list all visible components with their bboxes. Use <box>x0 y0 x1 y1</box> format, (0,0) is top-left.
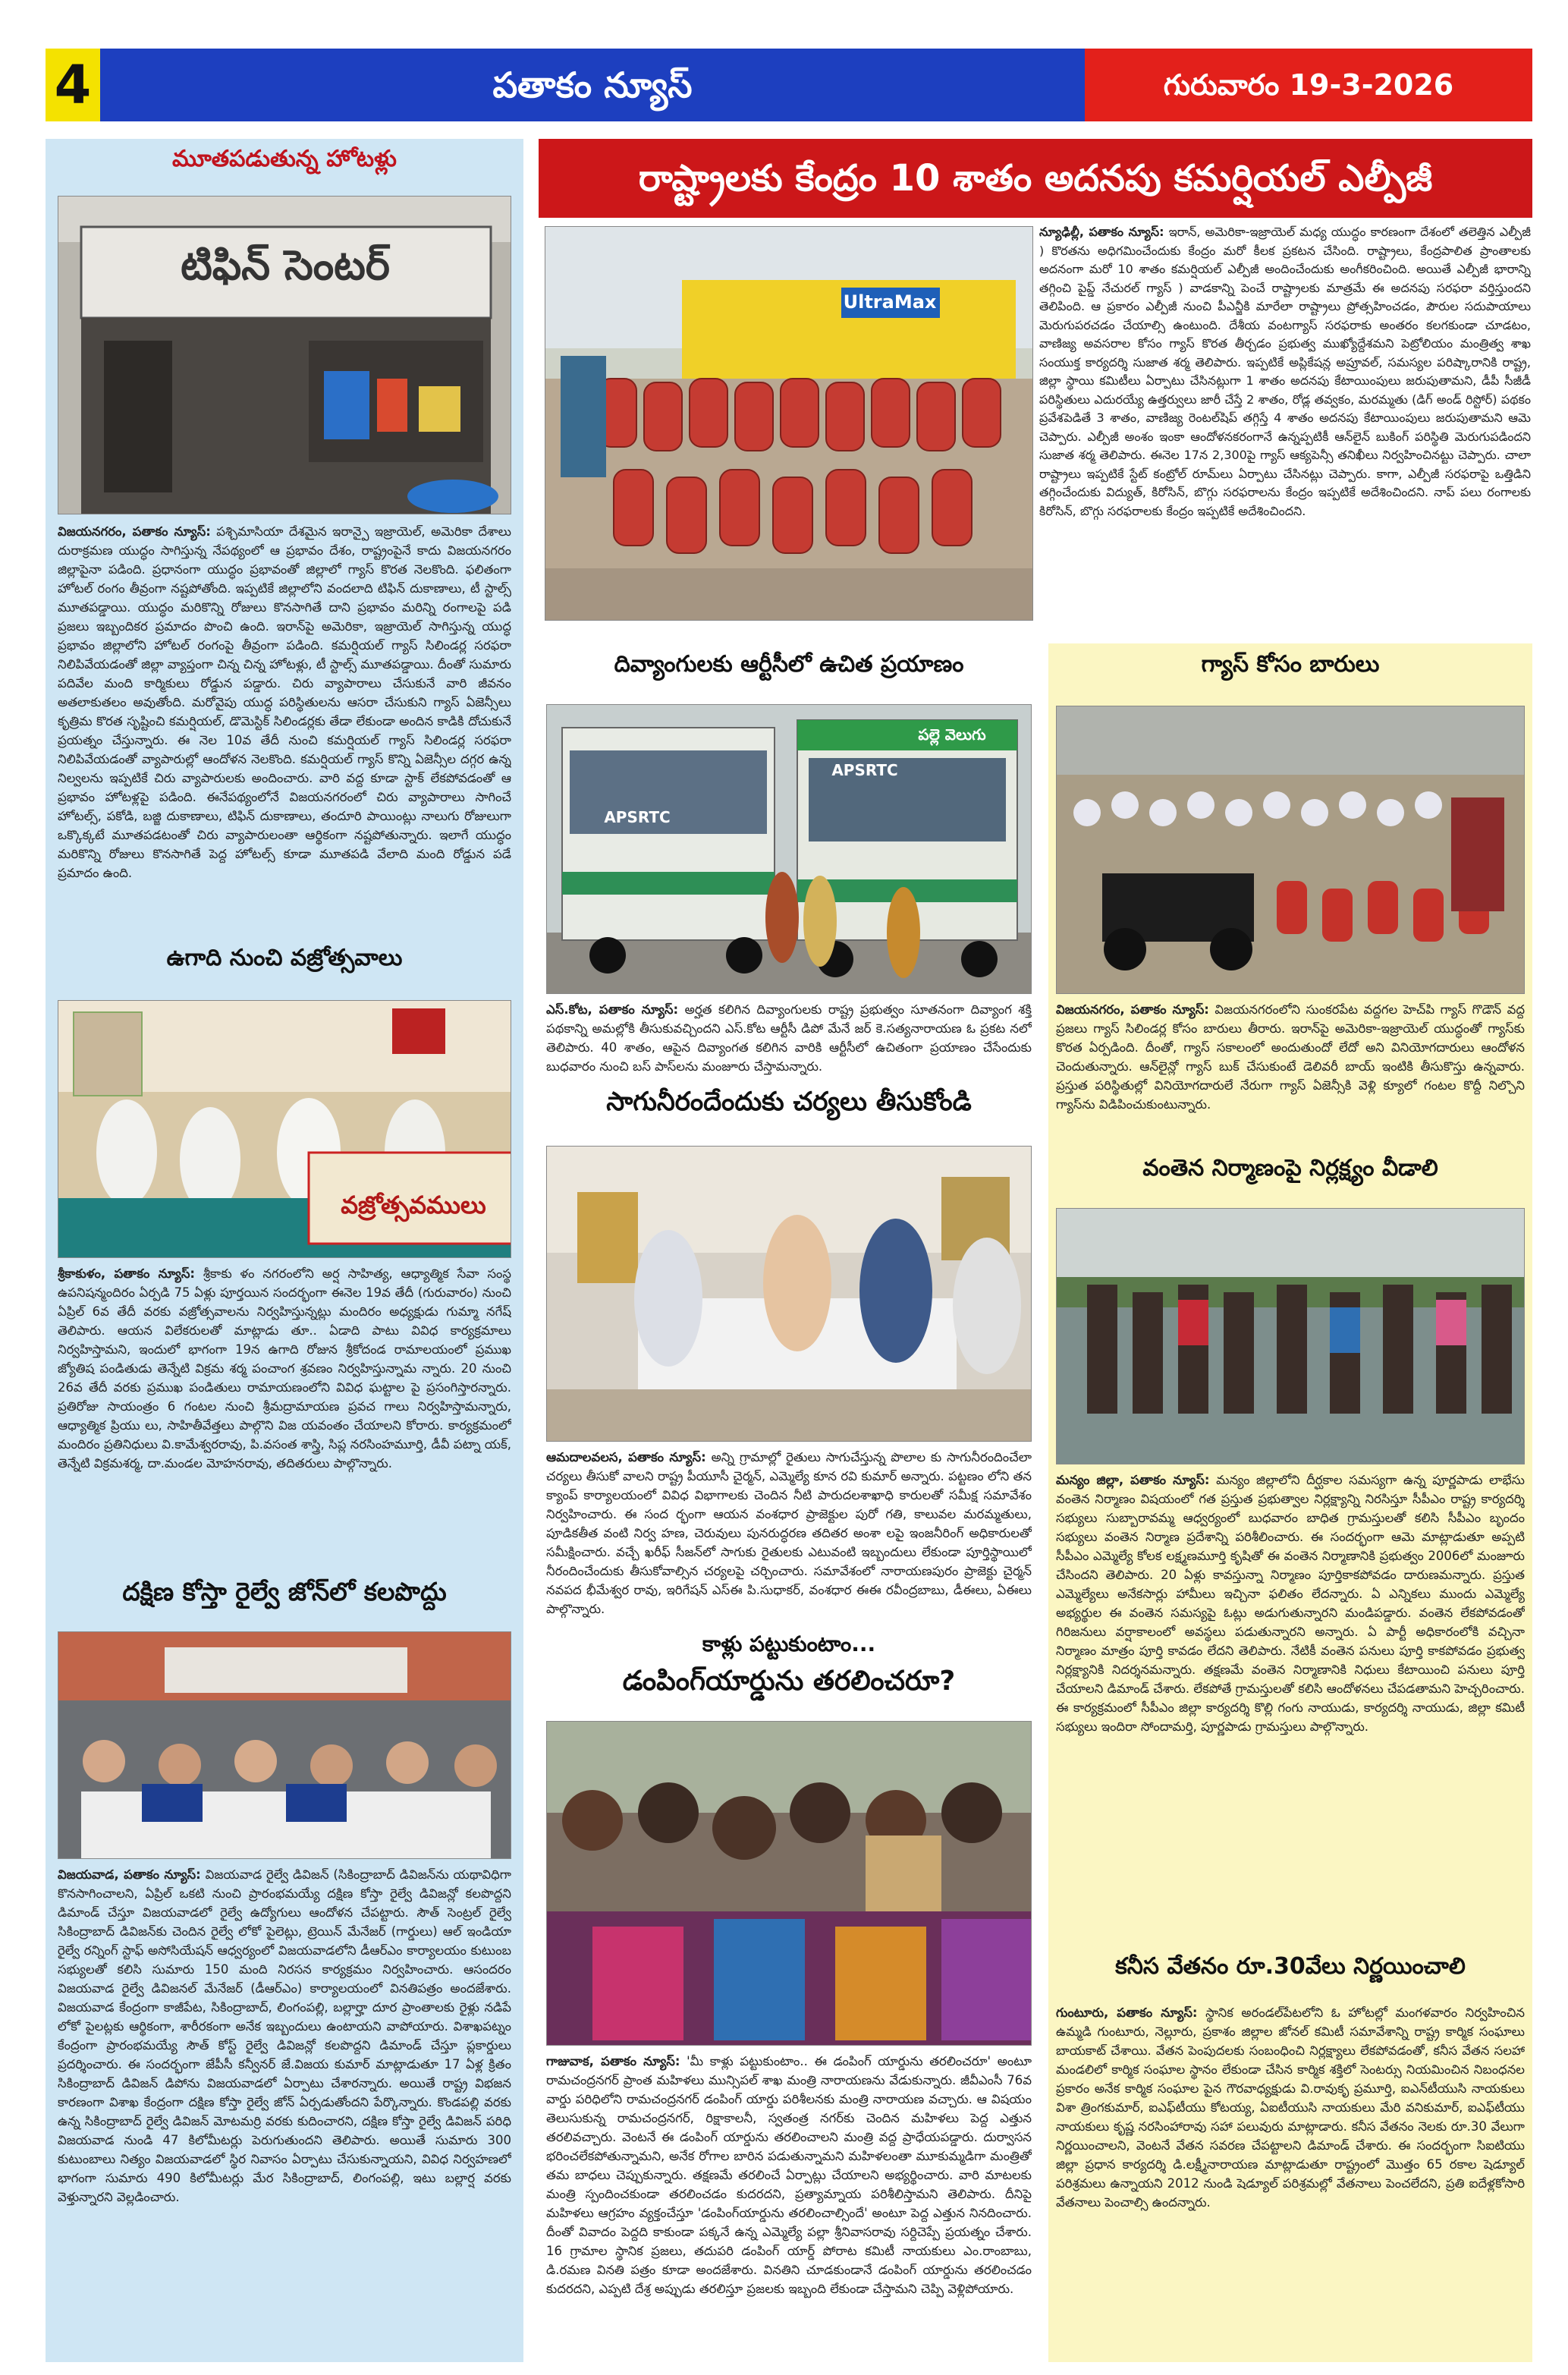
gas-queue-text: విజయనగరంలోని సుంకరపేట వద్దగల హెచ్‌పి గ్యాస్ గొడౌన్ వద్ద ప్రజలు గ్యాస్ సిలిండర్ల కోసం బారులు తీరారు. ఇరాన్‌పై అమెరికా-ఇజ్రాయెల్ యుద్ధంతో గ్యాస్‌కు కొరత ఏర్పడింది. దీంతో, గ్యాస్ సకాలంలో అందుతుందో లేదో అని వినియోగదారులు ఆందోళన చెందుతున్నారు. ఆన్‌లైన్లో గ్యాస్ బుక్ చేసుకుంటే డెలివరీ బాయ్ ఇంటికి తీసుకొస్తు ఉన్నవారు. ప్రస్తుత పరిస్థితుల్లో వినియోగదారులే నేరుగా గ్యాస్ ఏజెన్సీకి వెళ్లి క్యూలో గంటల కొద్దీ నిల్చొని గ్యాస్‌ను విడిపించుకుంటున్నారు. <box>1056 1002 1525 1112</box>
hotels-dateline: విజయనగరం, పతాకం న్యూస్: <box>58 524 211 539</box>
wages-text: స్థానిక అరండల్‌పేటలోని ఓ హోటల్లో మంగళవారం నిర్వహించిన ఉమ్మడి గుంటూరు, నెల్లూరు, ప్రకాశం జిల్లాల జోనల్ కమిటీ సమావేశాన్ని రాష్ట్ర కార్మిక సంఘాలు బాయకాట్ చేశాయి. వేతన పెంపుదలకు సంబంధించి నిర్లక్ష్యాలు లేకపోవడంతో, కనీస వేతన సలహా మండలిలో కార్మిక సంఘాల స్థానం లేకుండా చేసిన కార్మిక శక్తిలో సెంటర్సు నియమించిన నిబంధనల ప్రకారం అనేక కార్మిక సంఘాల పైన గౌరవాధ్యక్షుడు వి.రావుకృ ప్రమూర్తి, ఐఎన్‌టీయుసి నాయకులు విశా త్రింగకుమార్, ఐఎఫ్‌టీయు కోటయ్య, ఏఐటీయుసి నాయకులు మేరి వనికుమార్, ఐఎఫ్‌టీయు నాయకులు కృష్ణ నరసింహారావు సహా పలువురు మాట్లాడారు. కనీస వేతనం నెలకు రూ.30 వేలుగా నిర్ణయించాలని, వెంటనే వేతన సవరణ చేపట్టాలని డిమాండ్ చేశారు. ఈ సందర్భంగా సిఐటియు జిల్లా ప్రధాన కార్యదర్శి డి.లక్ష్మీనారాయణ మాట్లాడుతూ రాష్ట్రంలో మొత్తం 65 రకాల షెడ్యూల్ పరిశ్రమలు ఉన్నాయని 2012 నుండి షెడ్యూల్ పరిశ్రమల్లో వేతనాలు పెంచలేదని, ప్రతి ఐదేళ్లకోసారి వేతనాలు పెంచాల్సి ఉందన్నారు. <box>1056 2005 1525 2210</box>
bridge-article <box>1056 1471 1525 1949</box>
ugadi-dateline: శ్రీకాకుళం, పతాకం న్యూస్: <box>58 1266 195 1281</box>
gas-queue-article <box>1056 1000 1525 1159</box>
dumping-article <box>546 2052 1032 2358</box>
ugadi-article <box>58 1264 511 1575</box>
gas-queue-photo <box>1056 706 1525 994</box>
masthead-title: పతాకం న్యూస్ <box>492 64 693 105</box>
bridge-text: మన్యం జిల్లాలోని దీర్ఘకాల సమస్యగా ఉన్న పూర్ణపాడు లాభేసు వంతెన నిర్మాణం విషయంలో గత ప్రస్తుత ప్రభుత్వాల నిర్లక్ష్యాన్ని నిరసిస్తూ సీపీఎం రాష్ట్ర కార్యదర్శి సభ్యులు సుబ్బారావమ్మ ఆధ్వర్యంలో బుధవారం బాధిత గ్రామస్తులతో కలిసి సీపీఎం బృందం సభ్యులు వంతెన నిర్మాణ ప్రదేశాన్ని పరిశీలించారు. ఈ సందర్భంగా ఆమె మాట్లాడుతూ అప్పటి సీపీఎం ఎమ్మెల్యే కోలక లక్ష్మణమూర్తి కృషితో ఈ వంతెన నిర్మాణానికి ప్రభుత్వం 2006లో మంజూరు చేసిందని తెలిపారు. 20 ఏళ్లు కావస్తున్నా నిర్మాణం పూర్తికాకపోవడం దారుణమన్నారు. ప్రస్తుత ఎమ్మెల్యేలు అనేకసార్లు హామీలు ఇచ్చినా ఫలితం లేదన్నారు. ఏ ఎన్నికలు ముందు ఎమ్మెల్యే అభ్యర్థుల ఈ వంతెన సమస్యపై ఓట్లు అడుగుతున్నారని మండిపడ్డారు. వంతెన లేకపోవడంతో గిరిజనులు వర్షాకాలంలో అవస్థలు పడుతున్నారని అన్నారు. ఏ పార్టీ అధికారంలోకి వచ్చినా నిర్మాణం మాత్రం పూర్తి కావడం లేదని తెలిపారు. నేటికీ వంతెన పనులు పూర్తి కాకపోవడం ప్రభుత్వ నిర్లక్ష్యానికి నిదర్శనమన్నారు. తక్షణమే వంతెన నిర్మాణానికి నిధులు కేటాయించి పనులు పూర్తి చేయాలని డిమాండ్ చేశారు. లేకపోతే గ్రామస్తులతో కలిసి ఆందోళనలు చేపడతామని హెచ్చరించారు. ఈ కార్యక్రమంలో సీపీఎం జిల్లా కార్యదర్శి కొల్లి గంగు నాయుడు, కార్యదర్శి నాయుడు, జిల్లా కమిటీ సభ్యులు ఇందిరా సోందామర్తి, పూర్ణపాడు గ్రామస్తులు పాల్గొన్నారు. <box>1056 1473 1525 1734</box>
dumping-kicker: కాళ్లు పట్టుకుంటాం... <box>702 1631 876 1656</box>
ugadi-headline: ఉగాది నుంచి వజ్రోత్సవాలు <box>166 945 403 971</box>
rtc-text: అర్హత కలిగిన దివ్యాంగులకు రాష్ట్ర ప్రభుత్వం సూతనంగా దివ్యాంగ శక్తి పథకాన్ని అమల్లోకి తీసుకువచ్చిందని ఎస్.కోట ఆర్టీసీ డిపో మేనే జర్ కె.సత్యనారాయణ ఓ ప్రకట నలో తెలిపారు. 40 శాతం, ఆపైన దివ్యాంగత కలిగిన వారికి ఆర్టీసీలో ఉచితంగా ప్రయాణం చేసేందుకు బుధవారం నుంచి బస్ పాస్‌లను మంజూరు చేస్తామన్నారు. <box>546 1002 1032 1074</box>
hotels-article <box>58 522 511 977</box>
masthead-date: గురువారం 19-3-2026 <box>1163 68 1454 102</box>
bridge-headline: వంతెన నిర్మాణంపై నిర్లక్ష్యం వీడాలి <box>1142 1155 1438 1181</box>
main-story-headline: రాష్ట్రాలకు కేంద్రం 10 శాతం అదనపు కమర్షియల్ ఎల్పీజీ <box>539 139 1532 218</box>
hotels-text: పశ్చిమాసియా దేశమైన ఇరాన్పై ఇజ్రాయెల్, అమెరికా దేశాలు దురాక్రమణ యుద్ధం సాగిస్తున్న నేపథ్యంలో ఆ ప్రభావం దేశం, రాష్ట్రంపైనే కాదు విజయనగరం జిల్లాపైనా పడింది. ప్రధానంగా యుద్ధం ప్రభావంతో జిల్లాలో గ్యాస్ కొరత నెలకొంది. ఫలితంగా హోటల్ రంగం తీవ్రంగా నష్టపోతోంది. ఇప్పటికే జిల్లాలోని వందలాది టిఫిన్ దుకాణాలు, టీ స్టాల్స్ మూతపడ్డాయి. యుద్ధం మరికొన్ని రోజులు కొనసాగితే దాని ప్రభావం మరిన్ని రంగాలపై పడి ప్రజలు ఇబ్బందికర ప్రమాదం పొంచి ఉంది. ఇరాన్‌పై అమెరికా, ఇజ్రాయెల్ సాగిస్తున్న యుద్ధ ప్రభావం జిల్లాలోని హోటల్ రంగంపై తీవ్రంగా పడింది. కమర్షియల్ గ్యాస్ సిలిండర్ల సరఫరా నిలిపివేయడంతో జిల్లా వ్యాప్తంగా చిన్న చిన్న హోటళ్లు, టీ స్టాల్స్ మూతపడ్డాయి. దీంతో సుమారు పదివేల మంది కార్మికులు రోడ్డున పడ్డారు. చిరు వ్యాపారాలు చేసుకునే వారి జీవనం అతలాకుతలం అవుతోంది. మరోవైపు యుద్ధ పరిస్థితులను ఆసరా చేసుకుని గ్యాస్ ఏజెన్సీలు కృత్రిమ కొరత సృష్టించి కమర్షియల్, డొమెస్టిక్ సిలిండర్లకు తేడా లేకుండా అందిన కాడికి దోచుకునే ప్రయత్నం చేస్తున్నారు. ఈ నెల 10వ తేదీ నుంచి కమర్షియల్ గ్యాస్ సిలిండర్ల సరఫరా నిలిపివేయడంతో వ్యాపారుల్లో ఆందోళన నెలకొంది. కమర్షియల్ గ్యాస్ కొన్ని ఏజెన్సీల దగ్గర ఉన్న నిల్వలను ఇప్పటికే చిరు వ్యాపారులకు అందించారు. వారి వద్ద కూడా స్టాక్ లేకపోవడంతో ఆ ప్రభావం హోటళ్లపై పడింది. ఈనేపథ్యంలోనే విజయనగరంలో చిరు వ్యాపారాలు సాగించే హోటల్స్, పకోడి, బజ్జి దుకాణాలు, టిఫిన్ దుకాణాలు, తందూరి పాయింట్లు నాలుగు రోజులుగా ఒక్కొక్కటే మూతపడటంతో చిరు వ్యాపారులంతా ఆర్థికంగా నష్టపోతున్నారు. ఇలాగే యుద్ధం మరికొన్ని రోజులు కొనసాగితే పెద్ద హోటల్స్ కూడా మూతపడి వేలాది మంది రోడ్డున పడే ప్రమాదం ఉంది. <box>58 524 511 880</box>
dumping-headline: డంపింగ్‌యార్డును తరలించరూ? <box>622 1666 956 1697</box>
rtc-dateline: ఎస్.కోట, పతాకం న్యూస్: <box>546 1002 679 1017</box>
irrigation-photo <box>546 1146 1032 1442</box>
hotels-headline: మూతపడుతున్న హోటళ్లు <box>172 146 397 172</box>
main-story-text: ఇరాన్, అమెరికా-ఇజ్రాయెల్ మధ్య యుద్ధం కారణంగా దేశంలో తలెత్తిన ఎల్పీజీ ) కొరతను అధిగమించేందుకు కేంద్రం మరో కీలక ప్రకటన చేసింది. రాష్ట్రాలు, కేంద్రపాలిత ప్రాంతాలకు అదనంగా మరో 10 శాతం కమర్షియల్ ఎల్పీజీ అందించేందుకు అంగీకరించింది. అయితే ఎల్పీజీ భారాన్ని తగ్గించి పైప్డ్ నేచురల్ గ్యాస్ ) వాడకాన్ని పెంచే రాష్ట్రాలకు మాత్రమే ఈ అదనపు సరఫరా వర్తిస్తుందని తెలిపింది. ఆ ప్రకారం ఎల్పీజీ నుంచి పీఎన్జీకి మారేలా రాష్ట్రాలు ప్రోత్సహించడం, పౌరుల సదుపాయాలు మెరుగుపరచడం చేయాల్సి ఉంటుంది. దేశీయ వంటగ్యాస్ సరఫరాకు అంతరం కలగకుండా చూడటం, వాణిజ్య అవసరాల కోసం గ్యాస్ కొరత తీర్చడం ప్రభుత్వ ముఖ్యోద్దేశమని పెట్రోలియం మంత్రిత్వ శాఖ సంయుక్త కార్యదర్శి సుజాత శర్మ తెలిపారు. ఇప్పటికే అప్లికేషన్ల అప్రూవల్, సమస్యల పరిష్కారానికి రాష్ట్ర, జిల్లా స్థాయి కమిటీలు ఏర్పాటు చేసినట్లుగా 1 శాతం అదనపు కేటాయింపులు జరుపుతామని, డీపీ సీజీడీ పరిస్థితులు ఎదురయ్యే ఉత్తర్వులు జారీ చేస్తే 2 శాతం, రోడ్ల తవ్వకం, మరమ్మతు (డిగ్ అండ్ రిస్టోర్) పథకం ప్రవేశపెడితే 3 శాతం, వాణిజ్య రెంటల్‌షిప్ తగ్గిస్తే 4 శాతం అదనపు కేటాయింపులు జరుపుతామని ఆమె చెప్పారు. ఎల్పీజీ అంశం ఇంకా ఆందోళనకరంగానే ఉన్నప్పటికీ ఆన్‌లైన్ బుకింగ్ పరిస్థితి మెరుగుపడిందని సుజాత శర్మ తెలిపారు. ఈనెల 17న 2,300పై గ్యాస్ ఆక్యపెన్సీ తనిఖీలు నిర్వహించినట్టు చెప్పారు. చాలా రాష్ట్రాలు ఇప్పటికే స్టేట్ కంట్రోల్ రూమ్‌లు ఏర్పాటు చేసినట్లు చెప్పారు. కాగా, ఎల్పీజీ సరఫరాపై ఒత్తిడిని తగ్గించేందుకు విద్యుత్, కిరోసిన్, బొగ్గు సరఫరాలను కేంద్రం ఇప్పటికే అదేశించిందని. నాప్ పలు రంగాలకు కిరోసిన్, బొగ్గు సరఫరాలకు కేంద్రం ఇప్పటికే అదేశించిందని. <box>1039 225 1531 518</box>
wages-article <box>1056 2003 1525 2358</box>
railway-text: విజయవాడ రైల్వే డివిజన్ (సికింద్రాబాద్ డివిజన్‌ను యథావిధిగా కొనసాగించాలని, ఏప్రిల్ ఒకటి నుంచి ప్రారంభమయ్యే దక్షిణ కోస్తా రైల్వే డివిజన్లో కలపొద్దని డిమాండ్ చేస్తూ విజయవాడలో రైల్వే ఉద్యోగులు ఆందోళన చేపట్టారు. సౌత్ సెంట్రల్ రైల్వే సికింద్రాబాద్ డివిజన్‌కు చెందిన రైల్వే లోకో పైలెట్లు, ట్రెయిన్ మేనేజర్ (గార్డులు) ఆల్ ఇండియా రైల్వే రన్నింగ్ స్టాఫ్ అసోసియేషన్ ఆధ్వర్యంలో విజయవాడలోని డీఆర్ఎం కార్యాలయం కుటుంబ సభ్యులతో కలిసి సుమారు 150 మంది నిరసన కార్యక్రమం నిర్వహించారు. ఆసందరం విజయవాడ రైల్వే డివిజనల్ మేనేజర్ (డీఆర్ఎం) కార్యాలయంలో వినతిపత్రం అందజేశారు. విజయవాడ కేంద్రంగా కాజీపేట, సికింద్రాబాద్, లింగంపల్లి, బల్లార్హా దూర ప్రాంతాలకు రైళ్లు నడిపే లోకో పైలట్లకు ఆర్థికంగా, శారీరకంగా అనేక ఇబ్బందులు ఉంటాయని వాపోయారు. విశాఖపట్నం కేంద్రంగా ప్రారంభమయ్యే సౌత్ కోస్ట్ రైల్వే డివిజన్లో కలపొద్దని డిమాండ్ చేస్తూ ప్లకార్డులు ప్రదర్శించారు. ఈ సందర్భంగా జేపీసీ కన్వీనర్ జే.విజయ కుమార్ మాట్లాడుతూ 17 ఏళ్ల క్రితం సికింద్రాబాద్ డివిజన్ డిపోను విజయవాడలో ఏర్పాటు చేశారన్నారు. అయితే రాష్ట్ర విభజన కారణంగా విశాఖ కేంద్రంగా దక్షిణ కోస్తా రైల్వే జోన్ ఏర్పడుతోందని పేర్కొన్నారు. కొండపల్లి వరకు ఉన్న సికింద్రాబాద్ రైల్వే డివిజన్ మోటమర్రి వరకు కుదించారని, దక్షిణ కోస్తా రైల్వే డివిజన్ పరిధి విజయవాడ నుండి 47 కిలోమీటర్లు పెరుగుతుందని తెలిపారు. అయితే సుమారు 300 కుటుంబాలు నిత్యం విజయవాడలో స్థిర నివాసం ఏర్పాటు చేసుకున్నాయని, వివిధ నిర్వహణలో భాగంగా సుమారు 490 కిలోమీటర్లు మేర సికింద్రాబాద్, లింగంపల్లి, ఇటు బల్లార్ష వరకు వెళ్తున్నారని వెల్లడించారు. <box>58 1867 511 2204</box>
railway-dateline: విజయవాడ, పతాకం న్యూస్: <box>58 1867 201 1882</box>
wages-dateline: గుంటూరు, పతాకం న్యూస్: <box>1056 2005 1198 2020</box>
wages-headline: కనీస వేతనం రూ.30వేలు నిర్ణయించాలి <box>1115 1953 1466 1980</box>
railway-headline: దక్షిణ కోస్తా రైల్వే జోన్‌లో కలపొద్దు <box>122 1577 447 1606</box>
irrigation-text: అన్ని గ్రామాల్లో రైతులు సాగుచేస్తున్న పొలాల కు సాగునీరందించేలా చర్యలు తీసుకో వాలని రాష్ట్ర పీయూసీ చైర్మన్, ఎమ్మెల్యే కూన రవి కుమార్ అన్నారు. పట్టణం లోని తన క్యాంప్ కార్యాలయంలో వివిధ విభాగాలకు చెందిన నీటి పారుదలశాఖాధి కారులతో సమీక్ష సమావేశం నిర్వహించారు. ఈ సంద ర్భంగా ఆయన వంశధార ప్రాజెక్టుల పురో గతి, కాలువల మరమ్మతులు, పూడికతీత వంటి నిర్వ హణ, చెరువులు పునరుద్ధరణ తదితర అంశా లపై ఇంజనీరింగ్ అధికారులతో సమీక్షించారు. వచ్చే ఖరీఫ్ సీజన్‌లో సాగుకు రైతులకు ఎటువంటి ఇబ్బందులు లేకుండా పూర్తిస్థాయిలో నీరందించేందుకు తీసుకోవాల్సిన చర్యలపై చర్చించారు. సమావేశంలో నారాయణపురం ప్రాజెక్టు చైర్మన్ నవపద భీమేశ్వర రావు, ఇరిగేషన్ ఎస్ఈ పి.సుధాకర్, వంశధార ఈఈ రవీంద్రబాబు, డీఈలు, ఏఈలు పాల్గొన్నారు. <box>546 1450 1032 1616</box>
bridge-photo <box>1056 1208 1525 1464</box>
gas-queue-headline: గ్యాస్ కోసం బారులు <box>1201 651 1380 678</box>
main-story-photo-sign: UltraMax <box>843 291 937 313</box>
main-story-article <box>1039 223 1531 621</box>
rtc-bus-board: పల్లె వెలుగు <box>918 725 986 744</box>
dumping-photo <box>546 1721 1032 2046</box>
ugadi-banner-text: వజ్రోత్సవములు <box>341 1191 486 1219</box>
railway-photo <box>58 1631 511 1859</box>
dumping-text: 'మీ కాళ్లు పట్టుకుంటాం.. ఈ డంపింగ్ యార్డును తరలించరూ' అంటూ రామచంద్రనగర్ ప్రాంత మహిళలు మున్సిపల్ శాఖ మంత్రి నారాయణను వేడుకున్నారు. జీవీఎంసీ 76వ వార్డు పరిధిలోని రామచంద్రనగర్ డంపింగ్ యార్డు పరిశీలనకు మంత్రి నారాయణ వచ్చారు. ఆ విషయం తెలుసుకున్న రామచంద్రనగర్, రిక్షాకాలనీ, స్వతంత్ర నగర్‌కు చెందిన మహిళలు పెద్ద ఎత్తున తరలివచ్చారు. వెంటనే ఈ డంపింగ్ యార్డును తరలించాలని మంత్రి వద్ద ప్రాధేయపడ్డారు. దుర్వాసన భరించలేకపోతున్నామని, అనేక రోగాల బారిన పడుతున్నామని మహిళలంతా మూకుమ్మడిగా మంత్రితో తమ బాధలు చెప్పుకున్నారు. తక్షణమే తరలించే ఏర్పాట్లు చేయాలని అభ్యర్థించారు. వారి మాటలకు మంత్రి స్పందించకుండా తరలించడం కుదరదని, ప్రత్యామ్నాయ పరిశీలిస్తామని తెలిపారు. దీనిపై మహిళలు ఆగ్రహం వ్యక్తంచేస్తూ 'డంపింగ్‌యార్డును తరలించాల్సిందే' అంటూ పెద్ద ఎత్తున నినదించారు. దీంతో వివాదం పెద్దది కాకుండా పక్కనే ఉన్న ఎమ్మెల్యే పల్లా శ్రీనివాసరావు సర్దిచెప్పే ప్రయత్నం చేశారు. 16 గ్రామాల స్థానిక ప్రజలు, తదుపరి డంపింగ్ యార్డ్ పోరాట కమిటీ నాయకులు ఎం.రాంబాబు, డి.రమణ వినతి పత్రం కూడా అందజేశారు. వినతిని చూడకుండానే డంపింగ్ యార్డును తరలించడం కుదరదని, ఎప్పటి దేశ్ర అప్పుడు తరలిస్తూ ప్రజలకు ఇబ్బంది లేకుండా చేస్తామని చెప్పి వెళ్లిపోయారు. <box>546 2054 1032 2296</box>
rtc-headline: దివ్యాంగులకు ఆర్టీసీలో ఉచిత ప్రయాణం <box>614 651 964 678</box>
rtc-bus-label-2: APSRTC <box>831 761 898 779</box>
railway-article <box>58 1865 511 2358</box>
irrigation-headline: సాగునీరందేందుకు చర్యలు తీసుకోండి <box>606 1087 972 1117</box>
irrigation-dateline: ఆమదాలవలస, పతాకం న్యూస్: <box>546 1450 706 1464</box>
gas-queue-dateline: విజయనగరం, పతాకం న్యూస్: <box>1056 1002 1209 1017</box>
ugadi-text: శ్రీకాకు ళం నగరంలోని అర్ష సాహిత్య, ఆధ్యాత్మిక సేవా సంస్థ ఉపనిషన్మందిరం ఏర్పడి 75 ఏళ్లు పూర్తయిన సందర్భంగా ఈనెల 19వ తేదీ (గురువారం) నుంచి ఏప్రిల్ 6వ తేదీ వరకు వజ్రోత్సవాలను నిర్వహిస్తున్నట్లు మందిరం అధ్యక్షుడు గుమ్మా నగేష్ తెలిపారు. ఆయన విలేకరులతో మాట్లాడు తూ.. ఏడాది పాటు వివిధ కార్యక్రమాలు నిర్వహిస్తామని, ఇందులో భాగంగా 19న ఉగాది రోజున శ్రీకోదండ రామాలయంలో ప్రముఖ జ్యోతిష పండితుడు తెన్నేటి విక్రమ శర్మ పంచాంగ శ్రవణం నిర్వహిస్తున్నామ న్నారు. 20 నుంచి 26వ తేదీ వరకు ప్రముఖ పండితులు రామాయణంలోని వివిధ ఘట్టాల పై ప్రసంగిస్తారన్నారు. ప్రతిరోజు సాయంత్రం 6 గంటల నుంచి శ్రీమద్రామాయణ ప్రవచ గాలు నిర్వహిస్తామన్నారు, ఆధ్యాత్మిక ప్రియు లు, సాహితీవేత్తలు పాల్గొని విజ యవంతం చేయాలని కోరారు. కార్యక్రమంలో మందిరం ప్రతినిధులు వి.కామేశ్వరరావు, పి.వసంత శాస్త్రి, సిప్ల నరసింహమూర్తి, డీవీ పట్నా యక్, తెన్నేటి విక్రమశర్మ, దా.మండల మోహనరావు, తదితరులు పాల్గొన్నారు. <box>58 1266 511 1471</box>
hotels-sign-text: టిఫిన్ సెంటర్ <box>181 241 390 289</box>
dumping-dateline: గాజువాక, పతాకం న్యూస్: <box>546 2054 680 2068</box>
main-story-photo <box>545 226 1033 621</box>
main-story-dateline: న్యూఢిల్లీ, పతాకం న్యూస్: <box>1039 225 1164 239</box>
page-number: 4 <box>46 49 100 121</box>
bridge-dateline: మన్యం జిల్లా, పతాకం న్యూస్: <box>1056 1473 1210 1487</box>
rtc-bus-label-1: APSRTC <box>604 808 671 826</box>
